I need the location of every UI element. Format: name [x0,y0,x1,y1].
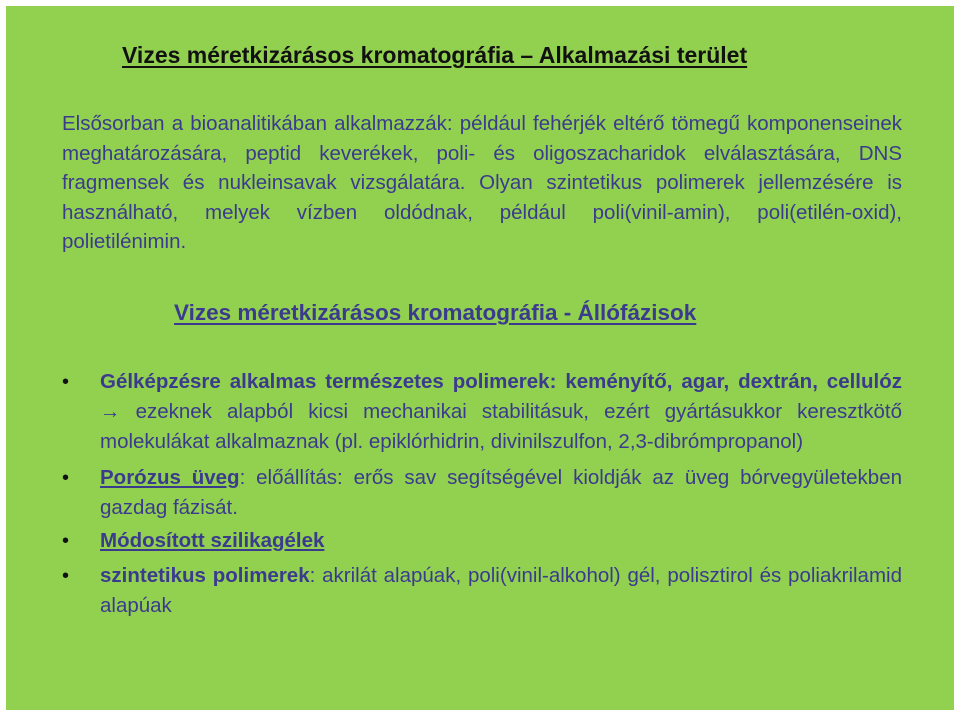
list-item-porous-glass [62,463,902,523]
list-item-keyword: Módosított szilikagélek [100,529,325,552]
slide-title: Vizes méretkizárásos kromatográfia – Alkalmazási terület [122,42,748,68]
bullet-icon: • [62,530,70,552]
list-item-keyword: szintetikus polimerek [100,564,310,587]
arrow-icon: → [100,400,121,423]
slide [6,6,954,710]
list-item-natural-polymers [62,367,902,457]
bullet-icon: • [62,371,70,393]
list-item-synthetic-polymers [62,561,902,621]
list-item-text: : előállítás: erős sav segítségével kioldják az üveg bórvegyületekben gazdag fázisát. [100,466,902,519]
section-subtitle: Vizes méretkizárásos kromatográfia - Állófázisok [174,300,697,325]
bullet-icon: • [62,565,70,587]
list-item-text: ezeknek alapból kicsi mechanikai stabilitásuk, ezért gyártásukkor keresztkötő molekulákat alkalmaznak (pl. epiklórhidrin, divinilszulfon, 2,3-dibrómpropanol) [100,400,902,453]
list-item-modified-silica [62,526,902,556]
stationary-phase-list [62,367,902,621]
bullet-icon: • [62,467,70,489]
intro-paragraph: Elsősorban a bioanalitikában alkalmazzák: például fehérjék eltérő tömegű komponenseinek meghatározására, peptid keverékek, poli- és oligoszacharidok elválasztására, DNS fragmensek és nukleinsavak vizsgálatára. Olyan szintetikus polimerek jellemzésére is használható, melyek vízben oldódnak, például poli(vinil-amin), poli(etilén-oxid), polietilénimin. [62,112,902,253]
list-item-keyword: Porózus üveg [100,466,240,489]
list-item-keyword: Gélképzésre alkalmas természetes polimerek: keményítő, agar, dextrán, cellulóz [100,370,902,393]
list-item-text: : akrilát alapúak, poli(vinil-alkohol) gél, polisztirol és poliakrilamid alapúak [100,564,902,617]
